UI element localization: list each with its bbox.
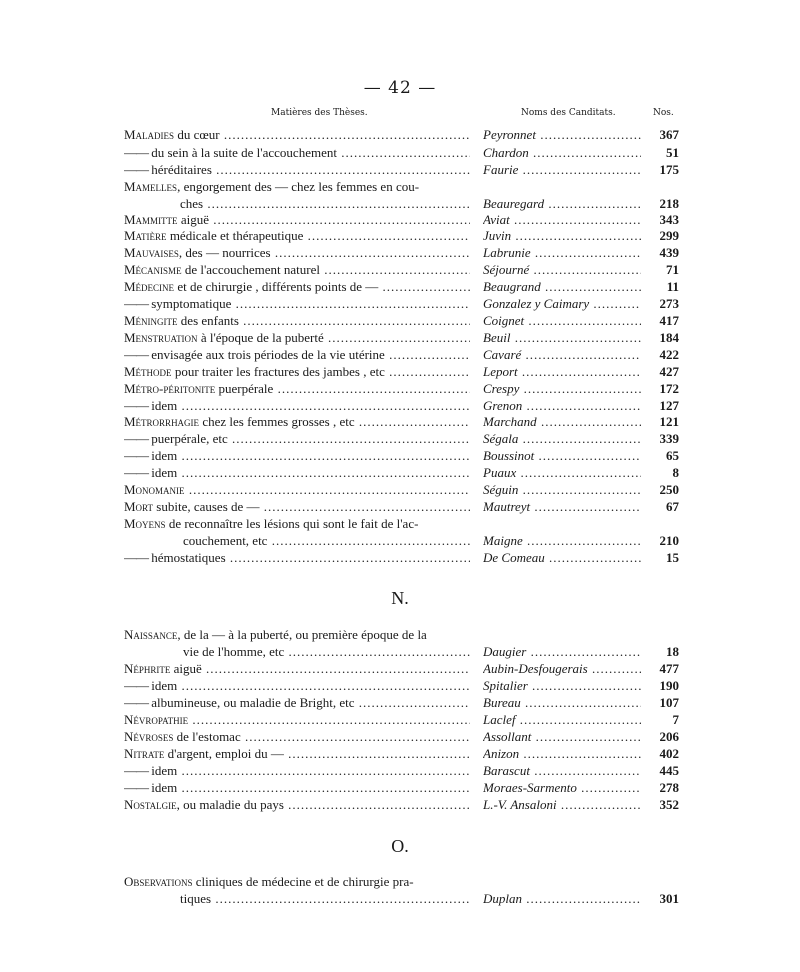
entry-number: 299 (659, 228, 679, 243)
entry-subject (124, 178, 470, 196)
section-heading-o: O. (391, 836, 409, 856)
entry-subject-text: symptomatique (148, 296, 232, 311)
entry-lead-word: Méningite (124, 313, 178, 328)
entry-subject (124, 796, 470, 814)
entry-lead-word: Mammitte (124, 212, 178, 227)
entry-candidate: Beauregard ..... (483, 195, 641, 213)
entry-lead-word: —— (124, 448, 148, 463)
entry-subject (124, 745, 470, 763)
entry-number: 175 (659, 162, 679, 177)
entry-subject-text: envisagée aux trois périodes de la vie utérine (148, 347, 385, 362)
entry-number: 278 (659, 780, 679, 795)
entry-subject (124, 711, 470, 729)
entry-subject (124, 126, 470, 144)
entry-lead-word: Néphrite (124, 661, 171, 676)
entry-subject-text: idem (148, 448, 178, 463)
entry-lead-word: Métro-péritonite (124, 381, 216, 396)
header-number: Nos. (653, 108, 674, 118)
entry-number: 422 (659, 347, 679, 362)
entry-number: 210 (659, 533, 679, 548)
entry-candidate: Anizon ..... (483, 745, 641, 763)
entry-subject-text: , engorgement des — chez les femmes en cou- (177, 179, 420, 194)
entry-subject (124, 346, 470, 364)
entry-lead-word: Maladies (124, 127, 175, 142)
entry-subject-text: du cœur (174, 127, 220, 142)
entry-candidate: Duplan ..... (483, 890, 641, 908)
entry-subject-text: aiguë (170, 661, 202, 676)
header-candidate: Noms des Canditats. (521, 108, 616, 118)
entry-lead-word: —— (124, 347, 148, 362)
entry-candidate: Crespy ..... (483, 380, 641, 398)
entry-subject (124, 295, 470, 313)
entry-subject-text: couchement, etc (183, 533, 268, 548)
entry-lead-word: Moyens (124, 516, 166, 531)
entry-lead-word: —— (124, 695, 148, 710)
entry-subject-text: à l'époque de la puberté (197, 330, 324, 345)
entry-number: 107 (659, 695, 679, 710)
entry-lead-word: —— (124, 296, 148, 311)
entry-row (0, 178, 800, 196)
entry-row (0, 161, 800, 179)
entry-number: 121 (659, 414, 679, 429)
entry-subject-text: pour traiter les fractures des jambes , etc (171, 364, 385, 379)
entry-lead-word: Névropathie (124, 712, 189, 727)
entry-number: 65 (666, 448, 679, 463)
entry-number: 15 (666, 550, 679, 565)
entry-candidate: Faurie ..... (483, 161, 641, 179)
entry-lead-word: Mauvaises (124, 245, 179, 260)
entry-subject (124, 278, 470, 296)
entry-lead-word: Mamelles (124, 179, 178, 194)
entry-row (0, 728, 800, 746)
entry-row (0, 278, 800, 296)
entry-subject-text: cliniques de médecine et de chirurgie pra- (192, 874, 414, 889)
entry-row (0, 413, 800, 431)
entry-subject (124, 481, 470, 499)
entry-number: 8 (672, 465, 679, 480)
entry-subject (124, 694, 470, 712)
entry-lead-word: —— (124, 678, 148, 693)
entry-row (0, 447, 800, 465)
entry-candidate: Daugier ..... (483, 643, 641, 661)
entry-row (0, 779, 800, 797)
entry-subject-text: de reconnaître les lésions qui sont le fait de l'ac- (165, 516, 419, 531)
entry-row (0, 346, 800, 364)
entry-candidate: Leport ..... (483, 363, 641, 381)
entry-candidate: Spitalier ..... (483, 677, 641, 695)
entry-subject (124, 498, 470, 516)
entry-candidate: Puaux ..... (483, 464, 641, 482)
entry-lead-word: Monomanie (124, 482, 185, 497)
entry-subject (124, 677, 470, 695)
entry-candidate: Chardon ..... (483, 144, 641, 162)
entry-subject (183, 532, 470, 550)
entry-subject-text: vie de l'homme, etc (183, 644, 285, 659)
entry-number: 273 (659, 296, 679, 311)
entry-subject-text: , ou maladie du pays (176, 797, 284, 812)
entry-candidate: Gonzalez y Caimary ..... (483, 295, 641, 313)
entry-subject-text: albumineuse, ou maladie de Bright, etc (148, 695, 355, 710)
entry-subject (124, 244, 470, 262)
entry-number: 367 (659, 127, 679, 142)
entry-subject-text: idem (148, 678, 178, 693)
entry-subject-text: de l'estomac (173, 729, 241, 744)
entry-candidate: Marchand ..... (483, 413, 641, 431)
entry-row (0, 532, 800, 550)
entry-candidate: Beuil ..... (483, 329, 641, 347)
entry-subject (124, 144, 470, 162)
entry-lead-word: Médecine (124, 279, 175, 294)
entry-subject (124, 626, 470, 644)
entry-row (0, 363, 800, 381)
entry-number: 71 (666, 262, 679, 277)
entry-subject-text: puerpérale, etc (148, 431, 228, 446)
entry-candidate: Aubin-Desfougerais ..... (483, 660, 641, 678)
entry-candidate: Séguin ..... (483, 481, 641, 499)
entry-lead-word: —— (124, 145, 148, 160)
entry-row (0, 515, 800, 533)
entry-row (0, 677, 800, 695)
entry-subject (124, 161, 470, 179)
entry-row (0, 660, 800, 678)
entry-row (0, 481, 800, 499)
entry-candidate: Labrunie ..... (483, 244, 641, 262)
entry-subject (124, 363, 470, 381)
entry-subject (124, 779, 470, 797)
entry-candidate: Peyronnet ..... (483, 126, 641, 144)
entry-subject-text: idem (148, 398, 178, 413)
entry-lead-word: Métrorrhagie (124, 414, 200, 429)
entry-candidate: Aviat ..... (483, 211, 641, 229)
page-number: — 42 — (363, 78, 437, 98)
entry-number: 67 (666, 499, 679, 514)
entry-candidate: Boussinot ..... (483, 447, 641, 465)
entry-subject (124, 762, 470, 780)
entry-candidate: Cavaré ..... (483, 346, 641, 364)
entry-lead-word: Menstruation (124, 330, 198, 345)
entry-row (0, 549, 800, 567)
entry-number: 218 (659, 196, 679, 211)
entry-lead-word: —— (124, 465, 148, 480)
entry-lead-word: Mécanisme (124, 262, 182, 277)
entry-number: 417 (659, 313, 679, 328)
entry-row (0, 261, 800, 279)
entry-subject (124, 515, 470, 533)
entry-row (0, 498, 800, 516)
entry-candidate: Ségala ..... (483, 430, 641, 448)
entry-subject (124, 227, 470, 245)
entry-row (0, 711, 800, 729)
entry-row (0, 890, 800, 908)
entry-lead-word: —— (124, 398, 148, 413)
entry-candidate: Séjourné ..... (483, 261, 641, 279)
entry-subject-text: , de la — à la puberté, ou première époque de la (177, 627, 427, 642)
entry-subject (124, 261, 470, 279)
entry-subject (183, 643, 470, 661)
entry-subject-text: hémostatiques (148, 550, 226, 565)
entry-subject (180, 890, 470, 908)
entry-row (0, 144, 800, 162)
header-subject: Matières des Thèses. (271, 108, 368, 118)
entry-number: 343 (659, 212, 679, 227)
entry-lead-word: Observations (124, 874, 193, 889)
entry-subject (124, 873, 470, 891)
entry-subject-text: tiques (180, 891, 212, 906)
entry-subject (124, 312, 470, 330)
column-headers (0, 108, 800, 124)
entry-number: 51 (666, 145, 679, 160)
entry-candidate: Laclef ..... (483, 711, 641, 729)
entry-candidate: Coignet ..... (483, 312, 641, 330)
entry-row (0, 796, 800, 814)
entry-number: 172 (659, 381, 679, 396)
entry-candidate: Beaugrand ..... (483, 278, 641, 296)
entry-row (0, 745, 800, 763)
entry-number: 190 (659, 678, 679, 693)
entry-lead-word: Méthode (124, 364, 172, 379)
entry-subject (124, 464, 470, 482)
entry-number: 445 (659, 763, 679, 778)
entry-row (0, 643, 800, 661)
entry-row (0, 873, 800, 891)
entry-subject-text: idem (148, 763, 178, 778)
entry-subject (124, 728, 470, 746)
entry-number: 301 (659, 891, 679, 906)
entry-lead-word: —— (124, 162, 148, 177)
entry-subject-text: médicale et thérapeutique (166, 228, 304, 243)
entry-subject (124, 430, 470, 448)
entry-number: 206 (659, 729, 679, 744)
entry-subject (124, 660, 470, 678)
entry-lead-word: —— (124, 431, 148, 446)
entry-number: 339 (659, 431, 679, 446)
entry-subject (124, 447, 470, 465)
entry-row (0, 126, 800, 144)
entry-subject-text: du sein à la suite de l'accouchement (148, 145, 337, 160)
entry-row (0, 329, 800, 347)
entry-number: 439 (659, 245, 679, 260)
entry-candidate: Mautreyt ..... (483, 498, 641, 516)
entry-lead-word: —— (124, 550, 148, 565)
entry-lead-word: Nitrate (124, 746, 165, 761)
entry-subject-text: aiguë (177, 212, 209, 227)
entry-number: 7 (672, 712, 679, 727)
entry-number: 184 (659, 330, 679, 345)
entry-subject-text: de l'accouchement naturel (181, 262, 320, 277)
entry-subject-text: idem (148, 465, 178, 480)
entry-row (0, 626, 800, 644)
entry-number: 477 (659, 661, 679, 676)
entry-subject-text: idem (148, 780, 178, 795)
entry-lead-word: —— (124, 763, 148, 778)
entry-candidate: Juvin ..... (483, 227, 641, 245)
entry-subject (124, 413, 470, 431)
entry-subject-text: des enfants (177, 313, 239, 328)
section-heading-n: N. (391, 588, 409, 608)
entry-candidate: Grenon ..... (483, 397, 641, 415)
entry-subject-text: ches (180, 196, 204, 211)
entry-subject (124, 329, 470, 347)
entry-row (0, 244, 800, 262)
entry-row (0, 762, 800, 780)
entry-lead-word: Naissance (124, 627, 178, 642)
entry-subject-text: héréditaires (148, 162, 212, 177)
entry-number: 18 (666, 644, 679, 659)
entry-candidate: Moraes-Sarmento ..... (483, 779, 641, 797)
entry-subject (124, 380, 470, 398)
entry-row (0, 227, 800, 245)
entry-row (0, 464, 800, 482)
entry-row (0, 430, 800, 448)
entry-row (0, 380, 800, 398)
entry-candidate: Maigne ..... (483, 532, 641, 550)
entry-subject-text: puerpérale (215, 381, 274, 396)
entry-subject (124, 549, 470, 567)
entry-candidate: Assollant ..... (483, 728, 641, 746)
entry-number: 11 (666, 279, 679, 294)
entry-candidate: Bureau ..... (483, 694, 641, 712)
entry-lead-word: Matière (124, 228, 167, 243)
entry-number: 352 (659, 797, 679, 812)
entry-lead-word: Névroses (124, 729, 174, 744)
entry-candidate: Barascut ..... (483, 762, 641, 780)
entry-candidate: De Comeau ..... (483, 549, 641, 567)
entry-lead-word: Nostalgie (124, 797, 177, 812)
entry-row (0, 312, 800, 330)
entry-lead-word: Mort (124, 499, 154, 514)
entry-number: 127 (659, 398, 679, 413)
entry-subject-text: subite, causes de — (153, 499, 260, 514)
entry-subject-text: et de chirurgie , différents points de — (174, 279, 379, 294)
entry-subject-text: chez les femmes grosses , etc (199, 414, 355, 429)
entry-candidate: L.-V. Ansaloni ..... (483, 796, 641, 814)
entry-subject-text: d'argent, emploi du — (164, 746, 284, 761)
entry-row (0, 295, 800, 313)
entry-subject-text: , des — nourrices (178, 245, 271, 260)
entry-number: 250 (659, 482, 679, 497)
entry-lead-word: —— (124, 780, 148, 795)
entry-row (0, 694, 800, 712)
entry-number: 427 (659, 364, 679, 379)
entry-number: 402 (659, 746, 679, 761)
